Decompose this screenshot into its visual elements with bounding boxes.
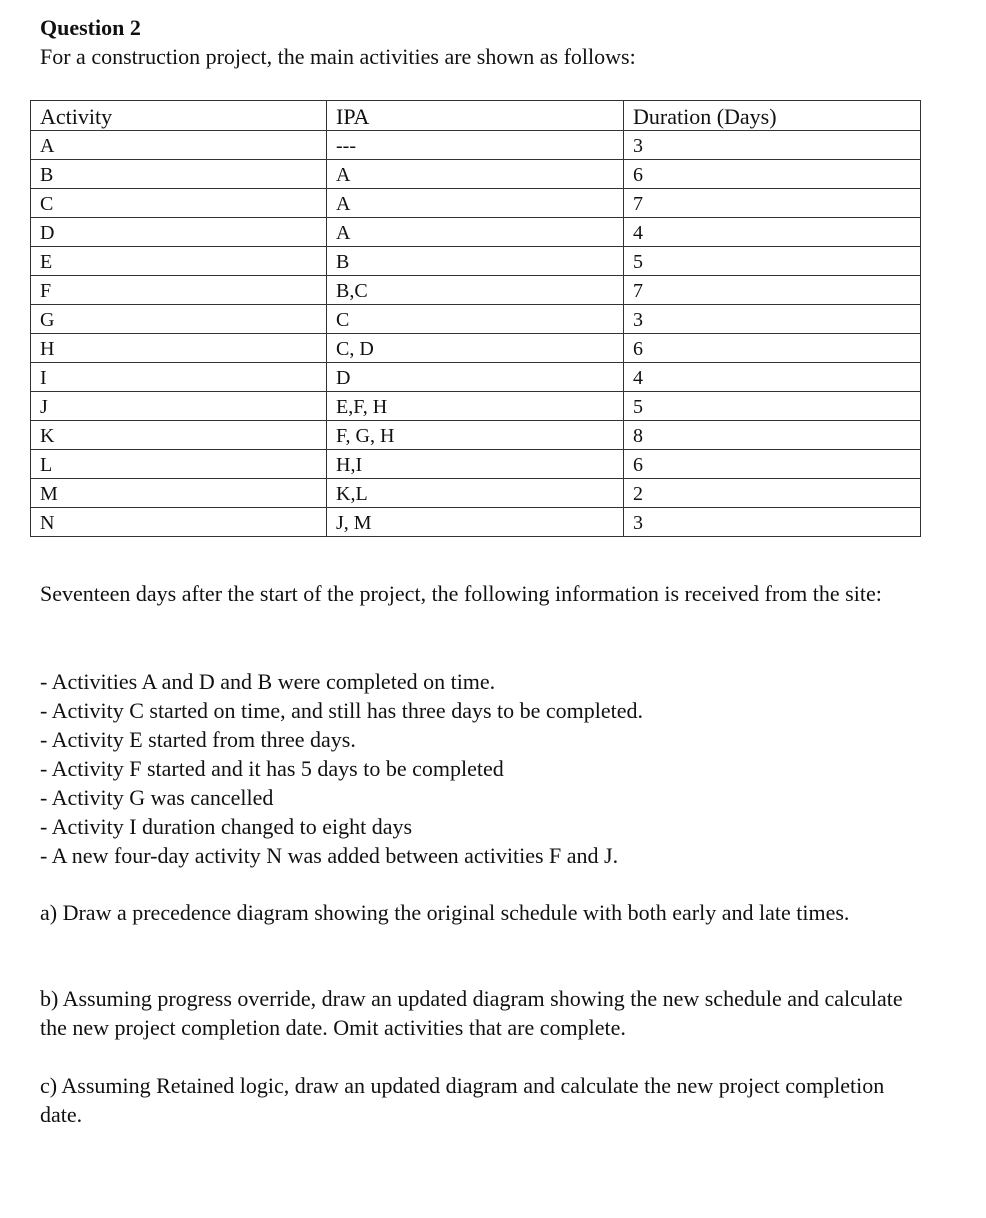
duration-cell: 6 xyxy=(624,160,921,189)
activity-cell: I xyxy=(31,363,327,392)
table-row xyxy=(31,131,921,160)
list-item: - Activities A and D and B were completed on time. xyxy=(40,669,496,694)
activity-cell: E xyxy=(31,247,327,276)
activity-cell: H xyxy=(31,334,327,363)
duration-cell: 6 xyxy=(624,334,921,363)
table-row xyxy=(31,276,921,305)
table-row xyxy=(31,479,921,508)
task-b: b) Assuming progress override, draw an updated diagram showing the new schedule and calculate the new project completion date. Omit activities that are complete. xyxy=(40,986,903,1040)
duration-cell: 7 xyxy=(624,189,921,218)
activity-cell: M xyxy=(31,479,327,508)
activity-cell: J xyxy=(31,392,327,421)
activity-cell: D xyxy=(31,218,327,247)
table-row xyxy=(31,189,921,218)
table-row xyxy=(31,160,921,189)
question-header xyxy=(40,14,940,72)
list-item: - Activity C started on time, and still has three days to be completed. xyxy=(40,698,644,723)
activity-cell: B xyxy=(31,160,327,189)
duration-cell: 5 xyxy=(624,247,921,276)
table-row xyxy=(31,305,921,334)
ipa-cell: E,F, H xyxy=(327,392,624,421)
duration-cell: 8 xyxy=(624,421,921,450)
list-item: - A new four-day activity N was added between activities F and J. xyxy=(40,843,619,868)
ipa-cell: B,C xyxy=(327,276,624,305)
ipa-cell: K,L xyxy=(327,479,624,508)
ipa-cell: A xyxy=(327,218,624,247)
activity-cell: A xyxy=(31,131,327,160)
table-row xyxy=(31,218,921,247)
duration-cell: 6 xyxy=(624,450,921,479)
ipa-cell: C, D xyxy=(327,334,624,363)
activity-table xyxy=(30,100,921,537)
table-row xyxy=(31,247,921,276)
duration-cell: 5 xyxy=(624,392,921,421)
table-row xyxy=(31,392,921,421)
task-c: c) Assuming Retained logic, draw an updated diagram and calculate the new project completion date. xyxy=(40,1073,885,1127)
duration-cell: 3 xyxy=(624,508,921,537)
ipa-cell: J, M xyxy=(327,508,624,537)
ipa-cell: H,I xyxy=(327,450,624,479)
site-updates-list xyxy=(40,667,930,870)
task-a-block xyxy=(40,898,930,927)
table-row xyxy=(31,450,921,479)
question-title: Question 2 xyxy=(40,15,141,40)
duration-cell: 2 xyxy=(624,479,921,508)
list-item: - Activity E started from three days. xyxy=(40,727,356,752)
activity-cell: F xyxy=(31,276,327,305)
table-header-row xyxy=(31,101,921,131)
duration-cell: 3 xyxy=(624,305,921,334)
table-row xyxy=(31,363,921,392)
header-duration: Duration (Days) xyxy=(624,101,921,131)
table-row xyxy=(31,508,921,537)
activity-cell: N xyxy=(31,508,327,537)
site-info-intro-block xyxy=(40,579,930,608)
task-c-block xyxy=(40,1071,930,1129)
activity-cell: K xyxy=(31,421,327,450)
duration-cell: 3 xyxy=(624,131,921,160)
duration-cell: 4 xyxy=(624,363,921,392)
ipa-cell: A xyxy=(327,189,624,218)
site-updates-block xyxy=(40,667,930,870)
header-activity: Activity xyxy=(31,101,327,131)
ipa-cell: --- xyxy=(327,131,624,160)
list-item: - Activity F started and it has 5 days to be completed xyxy=(40,756,504,781)
activity-cell: G xyxy=(31,305,327,334)
ipa-cell: A xyxy=(327,160,624,189)
list-item: - Activity I duration changed to eight days xyxy=(40,814,413,839)
task-a: a) Draw a precedence diagram showing the original schedule with both early and late times. xyxy=(40,900,850,925)
list-item: - Activity G was cancelled xyxy=(40,785,274,810)
ipa-cell: D xyxy=(327,363,624,392)
site-info-intro: Seventeen days after the start of the project, the following information is received from the site: xyxy=(40,581,882,606)
table-row xyxy=(31,421,921,450)
task-b-block xyxy=(40,984,930,1042)
activity-cell: L xyxy=(31,450,327,479)
duration-cell: 4 xyxy=(624,218,921,247)
header-ipa: IPA xyxy=(327,101,624,131)
ipa-cell: C xyxy=(327,305,624,334)
duration-cell: 7 xyxy=(624,276,921,305)
question-intro: For a construction project, the main activities are shown as follows: xyxy=(40,44,636,69)
ipa-cell: F, G, H xyxy=(327,421,624,450)
activity-cell: C xyxy=(31,189,327,218)
ipa-cell: B xyxy=(327,247,624,276)
table-row xyxy=(31,334,921,363)
